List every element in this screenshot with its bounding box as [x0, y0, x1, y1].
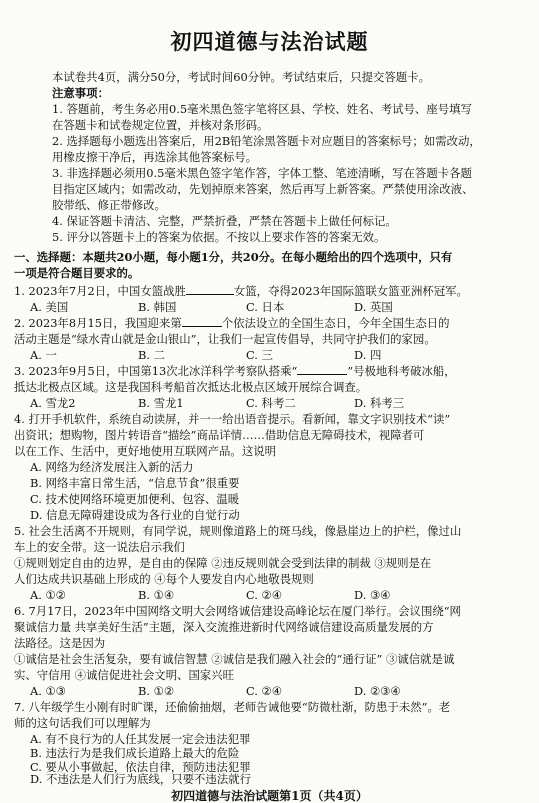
- question-text: 活动主题是“绿水青山就是金山银山”，让我们一起宣传倡导，共同守护我们的家园。: [14, 332, 436, 346]
- notice-line: 用橡皮擦干净后，再选涂其他答案标号。: [52, 150, 258, 164]
- option: A. 雪龙2: [30, 396, 76, 410]
- option: D. 科考三: [354, 396, 405, 410]
- option: B. 雪龙1: [138, 396, 184, 410]
- section-heading: 一项是符合题目要求的。: [14, 266, 140, 280]
- option: B. 二: [138, 348, 166, 362]
- option: C. 日本: [246, 300, 285, 314]
- question-5-text: 5. 社会生活离不开规则，有同学说，规则像道路上的斑马线，像悬崖边上的护栏，像过山: [14, 524, 462, 538]
- question-5-text: 车上的安全带。这一说法启示我们: [14, 540, 185, 554]
- question-text: 女篮，夺得2023年国际篮联女篮亚洲杯冠军。: [233, 284, 468, 298]
- option: A. ①③: [30, 684, 66, 698]
- answer-blank: [186, 282, 234, 295]
- option: B. 韩国: [138, 300, 177, 314]
- option: D. ②③④: [354, 684, 401, 698]
- question-7-text: 7. 八年级学生小刚有时旷课，还偷偷抽烟，老师告诫他要“防微杜渐，防患于未然”。老: [14, 700, 451, 714]
- question-6-text: ①诚信是社会生活复杂，要有诚信智慧 ②诚信是我们融入社会的“通行证” ③诚信就是诚: [14, 652, 455, 666]
- question-6-text: 聚诚信力量 共享美好生活”主题，深入交流推进新时代网络诚信建设高质量发展的方: [14, 620, 434, 634]
- answer-blank: [182, 314, 222, 327]
- question-4-text: 4. 打开手机软件，系统自动读屏，并一一给出语音提示。看新闻，靠文字识别技术“读”: [14, 412, 451, 426]
- option: D. 不违法是人们行为底线，只要不违法就行: [30, 772, 252, 786]
- question-text: 1. 2023年7月2日，中国女篮战胜: [14, 284, 186, 298]
- notice-line: 胶带纸、修正带修改。: [52, 198, 166, 212]
- question-5-text: ①规则划定自由的边界，是自由的保障 ②违反规则就会受到法律的制裁 ③规则是在: [14, 556, 432, 570]
- question-6-text: 法路径。这是因为: [14, 636, 106, 650]
- page-footer: [0, 772, 539, 803]
- option: C. 三: [246, 348, 273, 362]
- answer-blank: [297, 362, 347, 375]
- option: D. ③④: [354, 588, 391, 602]
- option: A. ①②: [30, 588, 66, 602]
- option: C. 技术使网络环境更加便利、包容、温暖: [30, 492, 240, 506]
- intro-text: 本试卷共4页，满分50分，考试时间60分钟。考试结束后，只提交答题卡。: [52, 70, 430, 84]
- option: C. ②④: [246, 684, 282, 698]
- question-4-text: 出资讯；想购物，图片转语音“描绘”商品详情……借助信息无障碍技术，视障者可: [14, 428, 425, 442]
- question-6-text: 实、守信用 ④诚信促进社会文明、国家兴旺: [14, 668, 235, 682]
- notice-line: 在答题卡和试卷规定位置，并核对条形码。: [52, 118, 269, 132]
- option: B. ①②: [138, 684, 175, 698]
- option: B. 违法行为是我们成长道路上最大的危险: [30, 746, 240, 760]
- option: C. ②④: [246, 588, 282, 602]
- question-text: ”号极地科考破冰船，: [347, 364, 456, 378]
- exam-title: 初四道德与法治试题: [170, 29, 369, 54]
- question-text: 个依法设立的全国生态日，今年全国生态日的: [221, 316, 450, 330]
- question-5-text: 人们达成共识基础上形成的 ④每个人要发自内心地敬畏规则: [14, 572, 314, 586]
- question-7-text: 师的这句话我们可以理解为: [14, 716, 151, 730]
- section-heading: 一、选择题：本题共20小题，每小题1分，共20分。在每小题给出的四个选项中，只有: [14, 250, 453, 264]
- option: A. 一: [30, 348, 57, 362]
- question-text: 2. 2023年8月15日，我国迎来第: [14, 316, 182, 330]
- option: C. 要从小事做起，依法自律，预防违法犯罪: [30, 760, 251, 774]
- option: D. 四: [354, 348, 382, 362]
- option: C. 科考二: [246, 396, 296, 410]
- notice-line: 1. 答题前，考生务必用0.5毫米黑色签字笔将区县、学校、姓名、考试号、座号填写: [52, 102, 472, 116]
- option: A. 有不良行为的人任其发展一定会违法犯罪: [30, 732, 251, 746]
- notice-line: 2. 选择题每小题选出答案后，用2B铅笔涂黑答题卡对应题目的答案标号；如需改动，: [52, 134, 481, 148]
- option: B. ①④: [138, 588, 175, 602]
- question-4-text: 以在工作、生活中，更好地使用互联网产品。这说明: [14, 444, 276, 458]
- option: A. 美国: [30, 300, 69, 314]
- notice-heading: 注意事项：: [52, 86, 109, 100]
- question-1: [14, 282, 468, 300]
- option: B. 网络丰富日常生活，“信息节食”很重要: [30, 476, 240, 490]
- option: A. 网络为经济发展注入新的活力: [30, 460, 194, 474]
- question-text: 3. 2023年9月5日，中国第13次北冰洋科学考察队搭乘“: [14, 364, 298, 378]
- footer-text: 初四道德与法治试题第1页（共4页）: [171, 789, 368, 803]
- question-text: 抵达北极点区域。这是我国科考船首次抵达北极点区域开展综合调查。: [14, 380, 368, 394]
- notice-line: 5. 评分以答题卡上的答案为依据。不按以上要求作答的答案无效。: [52, 230, 386, 244]
- option: D. 信息无障碍建设成为各行业的自觉行动: [30, 508, 240, 522]
- notice-line: 3. 非选择题必须用0.5毫米黑色签字笔作答，字体工整、笔迹清晰，写在答题卡各题: [52, 166, 472, 180]
- option: D. 英国: [354, 300, 393, 314]
- question-6-text: 6. 7月17日，2023年中国网络文明大会网络诚信建设高峰论坛在厦门举行。会议围绕“网: [14, 604, 461, 618]
- notice-line: 目指定区域内；如需改动，先划掉原来答案，然后再写上新答案。严禁使用涂改液、: [52, 182, 474, 196]
- notice-line: 4. 保证答题卡清洁、完整，严禁折叠，严禁在答题卡上做任何标记。: [52, 214, 397, 228]
